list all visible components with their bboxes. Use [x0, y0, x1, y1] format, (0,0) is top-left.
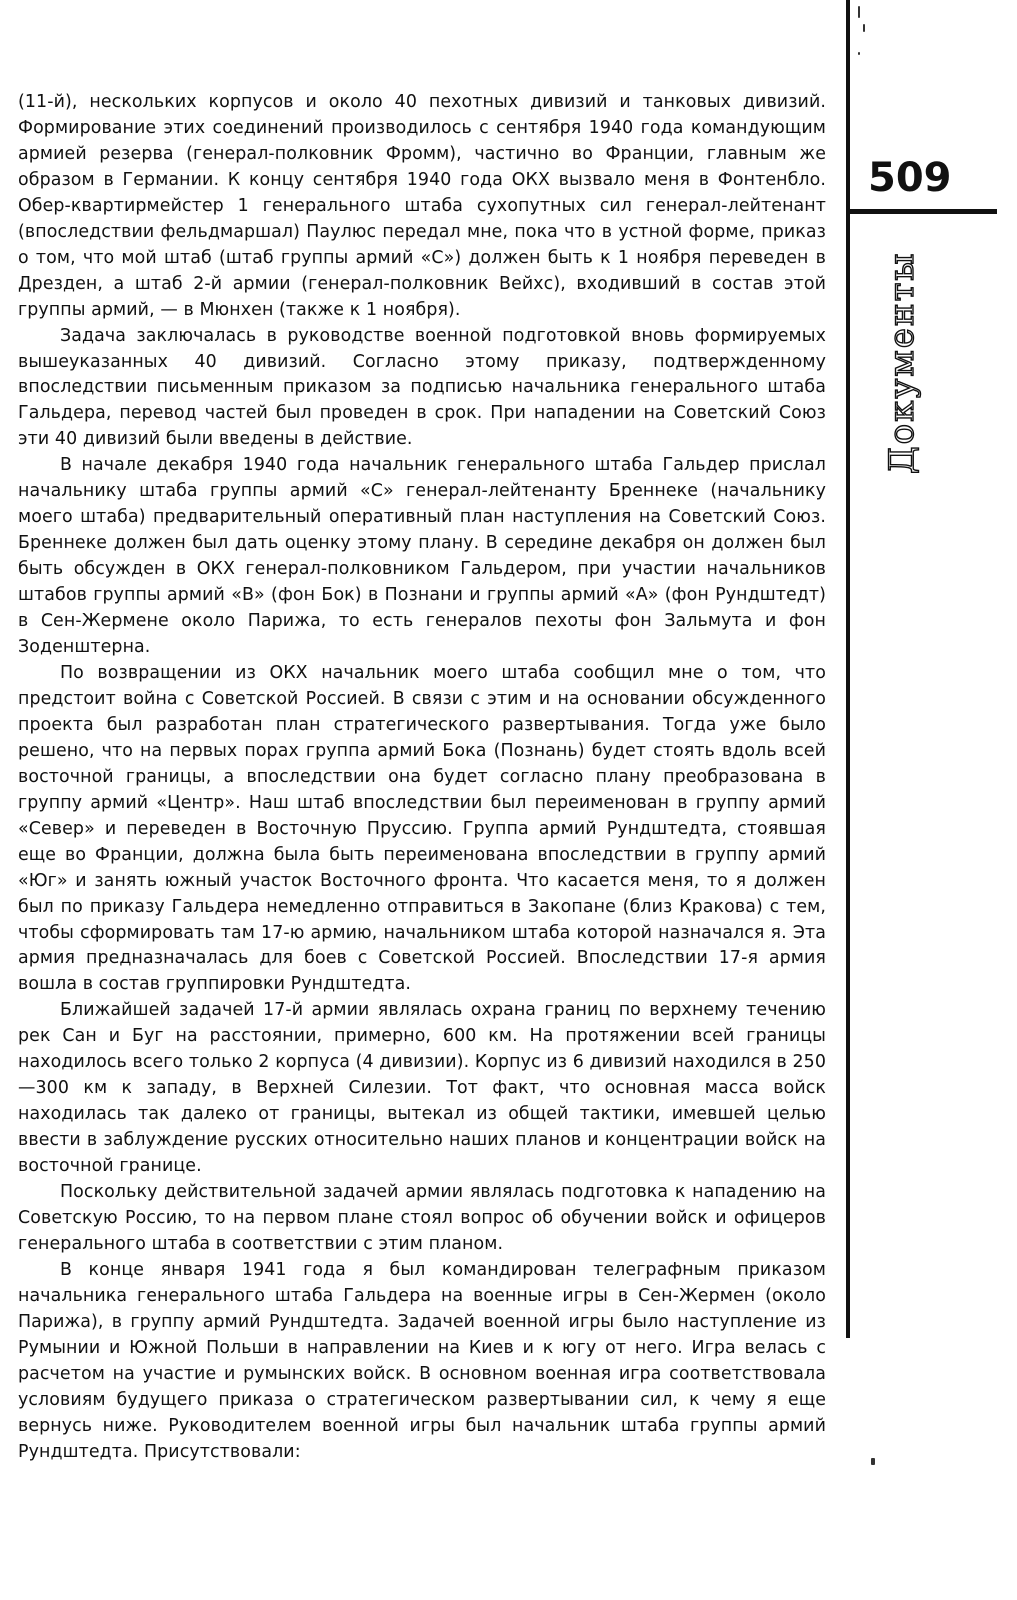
section-label: Документы: [882, 251, 922, 474]
paragraph-7: В конце января 1941 года я был командирован телеграфным приказом начальника генерального штаба Гальдера на военные игры в Сен-Жермен (около Парижа), в группу армий Рундштедта. Задачей военной игры было наступление из Румынии и Южной Польши в направлении на Киев и к югу от него. Игра велась с расчетом на участие и румынских войск. В основном военная игра соответствовала условиям будущего приказа о стратегическом развертывании сил, к чему я еще вернусь ниже. Руководителем военной игры был начальник штаба группы армий Рундштедта. Присутствовали:: [18, 1259, 826, 1462]
paragraph-4: По возвращении из ОКХ начальник моего штаба сообщил мне о том, что предстоит война с Советской Россией. В связи с этим и на основании обсужденного проекта был разработан план стратегического развертывания. Тогда уже было решено, что на первых порах группа армий Бока (Познань) будет стоять вдоль всей восточной границы, а впоследствии она будет согласно плану преобразована в группу армий «Центр». Наш штаб впоследствии был переименован в группу армий «Север» и переведен в Восточную Пруссию. Группа армий Рундштедта, стоявшая еще во Франции, должна была быть переименована впоследствии в группу армий «Юг» и занять южный участок Восточного фронта. Что касается меня, то я должен был по приказу Гальдера немедленно отправиться в Закопане (близ Кракова) с тем, чтобы сформировать там 17-ю армию, начальником штаба которой назначался я. Эта армия предназначалась для боев с Советской Россией. Впоследствии 17-я армия вошла в состав группировки Рундштедта.: [18, 662, 826, 995]
scan-speck: [863, 24, 865, 32]
scan-speck: [871, 1458, 875, 1465]
margin-vertical-rule: [846, 0, 850, 1338]
scan-speck: [858, 6, 860, 18]
scan-speck: [858, 52, 860, 55]
paragraph-3: В начале декабря 1940 года начальник генерального штаба Гальдер прислал начальнику штаба группы армий «С» генерал-лейтенанту Бреннеке (начальнику моего штаба) предварительный оперативный план наступления на Советский Союз. Бреннеке должен был дать оценку этому плану. В середине декабря он должен был быть обсужден в ОКХ генерал-полковником Гальдером, при участии начальников штабов группы армий «В» (фон Бок) в Познани и группы армий «А» (фон Рундштедт) в Сен-Жермене около Парижа, то есть генералов пехоты фон Зальмута и фон Зоденштерна.: [18, 455, 826, 658]
page-number-underline: [850, 209, 997, 214]
body-text: [18, 90, 826, 1466]
page-number: 509: [868, 155, 952, 201]
paragraph-5: Ближайшей задачей 17-й армии являлась охрана границ по верхнему течению рек Сан и Буг на расстоянии, примерно, 600 км. На протяжении всей границы находилось всего только 2 корпуса (4 дивизии). Корпус из 6 дивизий находился в 250—300 км к западу, в Верхней Силезии. Тот факт, что основная масса войск находилась так далеко от границы, вытекал из общей тактики, имевшей целью ввести в заблуждение русских относительно наших планов и концентрации войск на восточной границе.: [18, 1000, 826, 1177]
paragraph-1: (11-й), нескольких корпусов и около 40 пехотных дивизий и танковых дивизий. Формирование этих соединений производилось с сентября 1940 года командующим армией резерва (генерал-полковник Фромм), частично во Франции, главным же образом в Германии. К концу сентября 1940 года ОКХ вызвало меня в Фонтенбло. Обер-квартирмейстер 1 генерального штаба сухопутных сил генерал-лейтенант (впоследствии фельдмаршал) Паулюс передал мне, пока что в устной форме, приказ о том, что мой штаб (штаб группы армий «С») должен быть к 1 ноября переведен в Дрезден, а штаб 2-й армии (генерал-полковник Вейхс), входивший в состав этой группы армий, — в Мюнхен (также к 1 ноября).: [18, 92, 826, 320]
paragraph-6: Поскольку действительной задачей армии являлась подготовка к нападению на Советскую Россию, то на первом плане стоял вопрос об обучении войск и офицеров генерального штаба в соответствии с этим планом.: [18, 1182, 826, 1254]
paragraph-2: Задача заключалась в руководстве военной подготовкой вновь формируемых вышеуказанных 40 дивизий. Согласно этому приказу, подтвержденному впоследствии письменным приказом за подписью начальника генерального штаба Гальдера, перевод частей был проведен в срок. При нападении на Советский Союз эти 40 дивизий были введены в действие.: [18, 325, 826, 450]
